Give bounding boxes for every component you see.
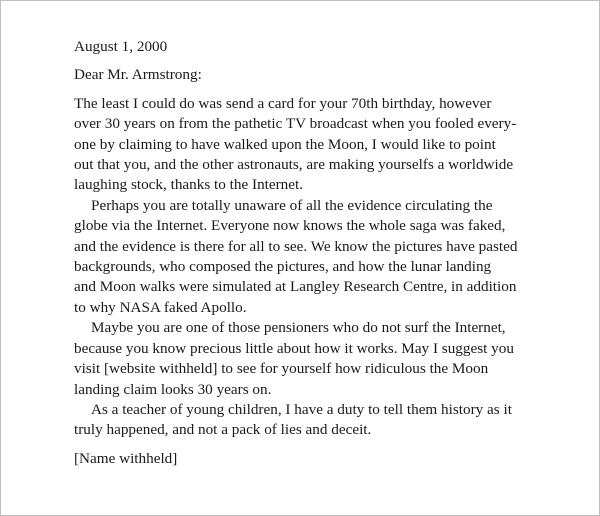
body-line: As a teacher of young children, I have a duty to tell them history as it xyxy=(91,400,512,418)
body-line: and the evidence is there for all to see. We know the pictures have pasted xyxy=(74,237,518,255)
body-line: laughing stock, thanks to the Internet. xyxy=(74,176,304,194)
body-line: one by claiming to have walked upon the Moon, I would like to point xyxy=(74,135,496,153)
body-line: globe via the Internet. Everyone now knows the whole saga was faked, xyxy=(74,217,506,235)
body-line: landing claim looks 30 years on. xyxy=(74,380,272,398)
body-line: out that you, and the other astronauts, are making yourselfs a worldwide xyxy=(74,156,514,174)
letter-body xyxy=(74,94,534,441)
letter-date: August 1, 2000 xyxy=(74,38,168,55)
body-line: visit [website withheld] to see for yourself how ridiculous the Moon xyxy=(74,360,489,378)
body-line: to why NASA faked Apollo. xyxy=(74,298,247,316)
body-line: over 30 years on from the pathetic TV broadcast when you fooled every- xyxy=(74,115,517,133)
letter-salutation: Dear Mr. Armstrong: xyxy=(74,66,202,84)
body-line: truly happened, and not a pack of lies and deceit. xyxy=(74,421,372,439)
body-line: and Moon walks were simulated at Langley Research Centre, in addition xyxy=(74,278,517,296)
letter-signature: [Name withheld] xyxy=(74,449,178,467)
body-line: because you know precious little about how it works. May I suggest you xyxy=(74,339,514,357)
body-line: Maybe you are one of those pensioners who do not surf the Internet, xyxy=(91,319,506,337)
body-line: The least I could do was send a card for your 70th birthday, however xyxy=(74,94,492,112)
letter xyxy=(74,37,534,469)
body-line: backgrounds, who composed the pictures, and how the lunar landing xyxy=(74,258,492,276)
body-line: Perhaps you are totally unaware of all the evidence circulating the xyxy=(91,196,493,214)
